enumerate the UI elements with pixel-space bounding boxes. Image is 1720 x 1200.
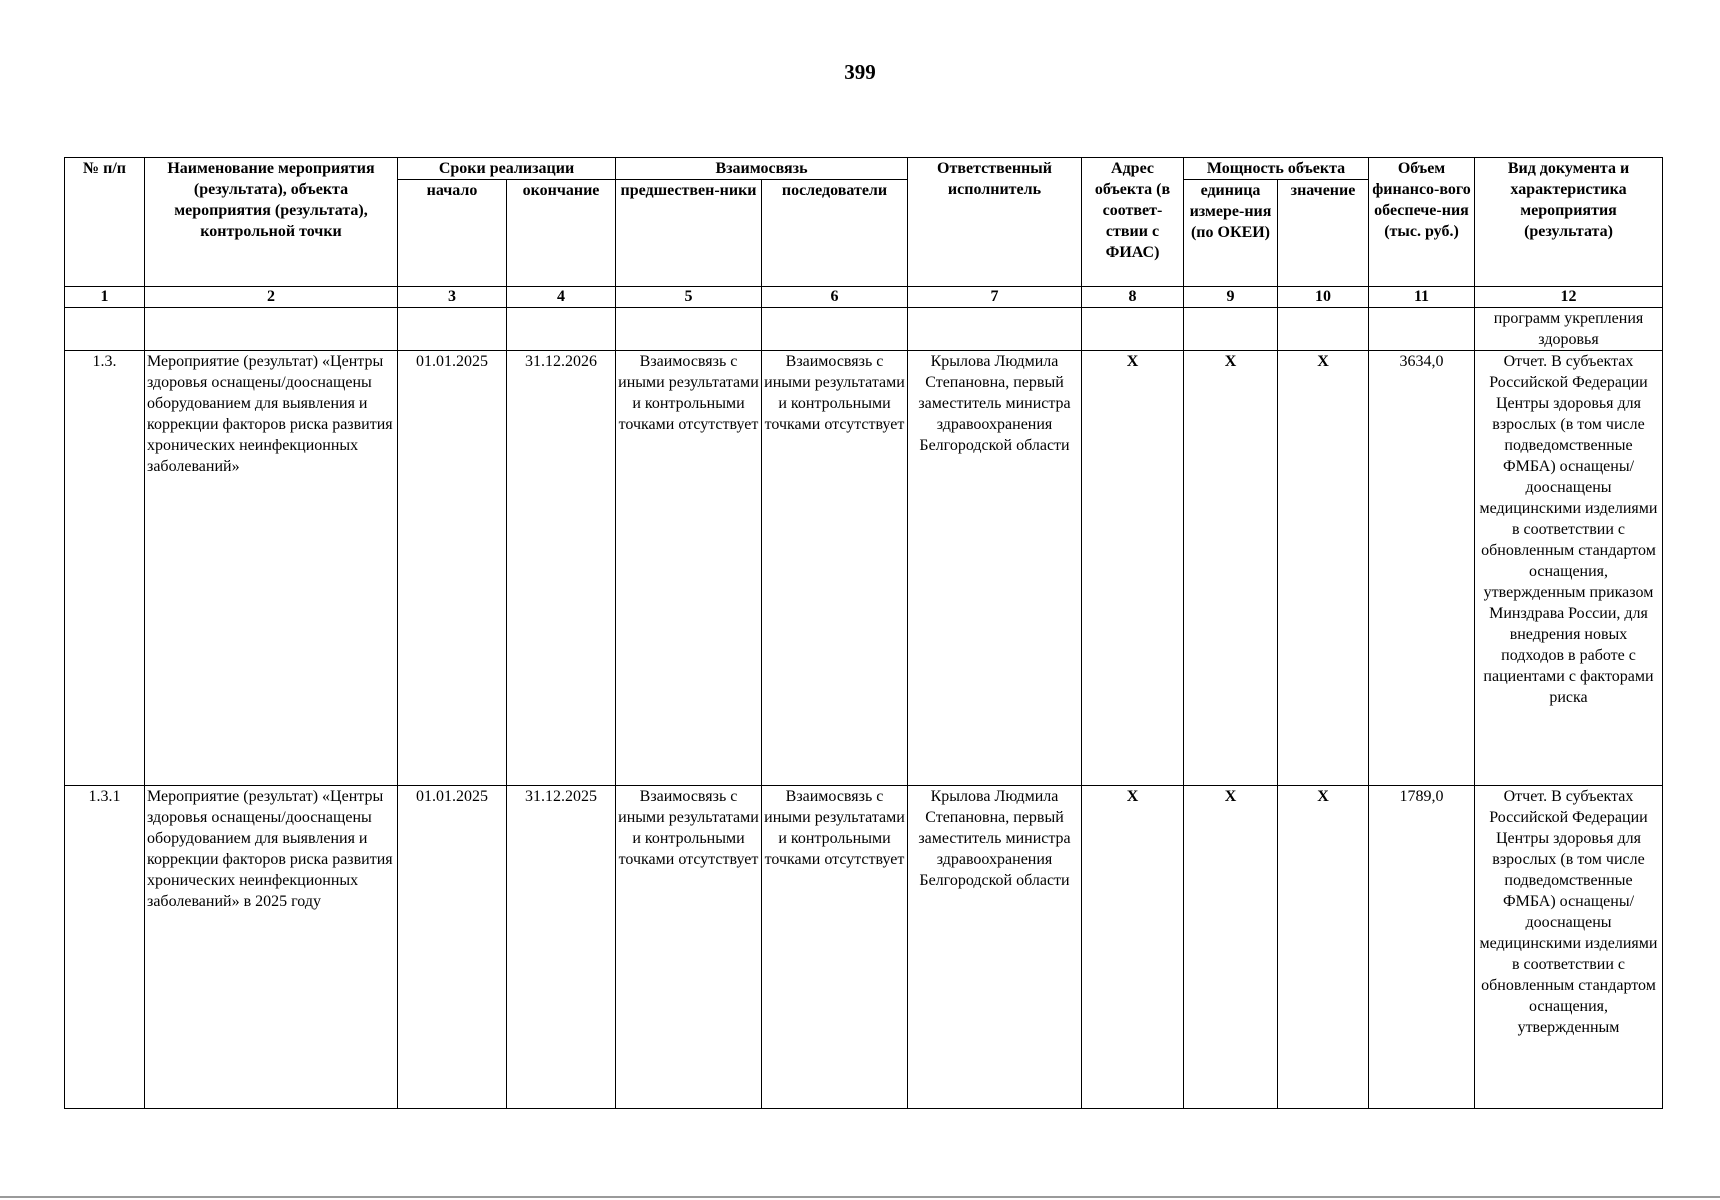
header-end: окончание <box>507 180 616 287</box>
row-address: X <box>1082 786 1184 1109</box>
header-relation: Взаимосвязь <box>616 158 908 180</box>
scan-edge-line <box>0 1196 1720 1198</box>
column-number: 8 <box>1082 287 1184 308</box>
column-number: 12 <box>1475 287 1663 308</box>
column-number: 6 <box>762 287 908 308</box>
row-start-date: 01.01.2025 <box>398 786 507 1109</box>
row-document: Отчет. В субъектах Российской Федерации Центры здоровья для взрослых (в том числе подведомственные ФМБА) оснащены/ дооснащены медицинскими изделиями в соответствии с обновленным стандартом оснащения, утвержденным <box>1475 786 1663 1109</box>
column-number: 10 <box>1278 287 1369 308</box>
column-number: 9 <box>1184 287 1278 308</box>
header-value: значение <box>1278 180 1369 287</box>
row-start-date: 01.01.2025 <box>398 351 507 786</box>
row-document: Отчет. В субъектах Российской Федерации Центры здоровья для взрослых (в том числе подведомственные ФМБА) оснащены/ дооснащены медицинскими изделиями в соответствии с обновленным стандартом оснащения, утвержденным приказом Минздрава России, для внедрения новых подходов в работе с пациентами с факторами риска <box>1475 351 1663 786</box>
plan-table <box>64 157 1663 1109</box>
header-finance: Объем финансо-вого обеспече-ния (тыс. руб.) <box>1369 158 1475 287</box>
header-timing: Сроки реализации <box>398 158 616 180</box>
header-start: начало <box>398 180 507 287</box>
continuation-row <box>65 308 1663 351</box>
header-successors: последователи <box>762 180 908 287</box>
row-unit: X <box>1184 351 1278 786</box>
header-capacity: Мощность объекта <box>1184 158 1369 180</box>
column-number: 1 <box>65 287 145 308</box>
continuation-text: программ укрепления здоровья <box>1475 308 1663 351</box>
row-responsible: Крылова Людмила Степановна, первый заместитель министра здравоохранения Белгородской области <box>908 786 1082 1109</box>
row-responsible: Крылова Людмила Степановна, первый заместитель министра здравоохранения Белгородской области <box>908 351 1082 786</box>
column-number: 5 <box>616 287 762 308</box>
row-number: 1.3.1 <box>65 786 145 1109</box>
row-value: X <box>1278 786 1369 1109</box>
header-name: Наименование мероприятия (результата), объекта мероприятия (результата), контрольной точки <box>145 158 398 287</box>
column-number: 4 <box>507 287 616 308</box>
header-number: № п/п <box>65 158 145 287</box>
page-number: 399 <box>844 60 876 84</box>
row-number: 1.3. <box>65 351 145 786</box>
header-responsible: Ответственный исполнитель <box>908 158 1082 287</box>
row-finance: 3634,0 <box>1369 351 1475 786</box>
row-name: Мероприятие (результат) «Центры здоровья оснащены/дооснащены оборудованием для выявления и коррекции факторов риска развития хронических неинфекционных заболеваний» в 2025 году <box>145 786 398 1109</box>
row-name: Мероприятие (результат) «Центры здоровья оснащены/дооснащены оборудованием для выявления и коррекции факторов риска развития хронических неинфекционных заболеваний» <box>145 351 398 786</box>
header-predecessors: предшествен-ники <box>616 180 762 287</box>
header-document: Вид документа и характеристика мероприятия (результата) <box>1475 158 1663 287</box>
row-value: X <box>1278 351 1369 786</box>
row-end-date: 31.12.2026 <box>507 351 616 786</box>
column-number-row <box>65 287 1663 308</box>
header-address: Адрес объекта (в соответ-ствии с ФИАС) <box>1082 158 1184 287</box>
column-number: 11 <box>1369 287 1475 308</box>
table-row <box>65 786 1663 1109</box>
row-predecessors: Взаимосвязь с иными результатами и контрольными точками отсутствует <box>616 786 762 1109</box>
header-unit: единица измере-ния (по ОКЕИ) <box>1184 180 1278 287</box>
row-unit: X <box>1184 786 1278 1109</box>
row-address: X <box>1082 351 1184 786</box>
table-row <box>65 351 1663 786</box>
row-successors: Взаимосвязь с иными результатами и контрольными точками отсутствует <box>762 786 908 1109</box>
row-end-date: 31.12.2025 <box>507 786 616 1109</box>
row-finance: 1789,0 <box>1369 786 1475 1109</box>
column-number: 7 <box>908 287 1082 308</box>
row-predecessors: Взаимосвязь с иными результатами и контрольными точками отсутствует <box>616 351 762 786</box>
row-successors: Взаимосвязь с иными результатами и контрольными точками отсутствует <box>762 351 908 786</box>
column-number: 2 <box>145 287 398 308</box>
column-number: 3 <box>398 287 507 308</box>
